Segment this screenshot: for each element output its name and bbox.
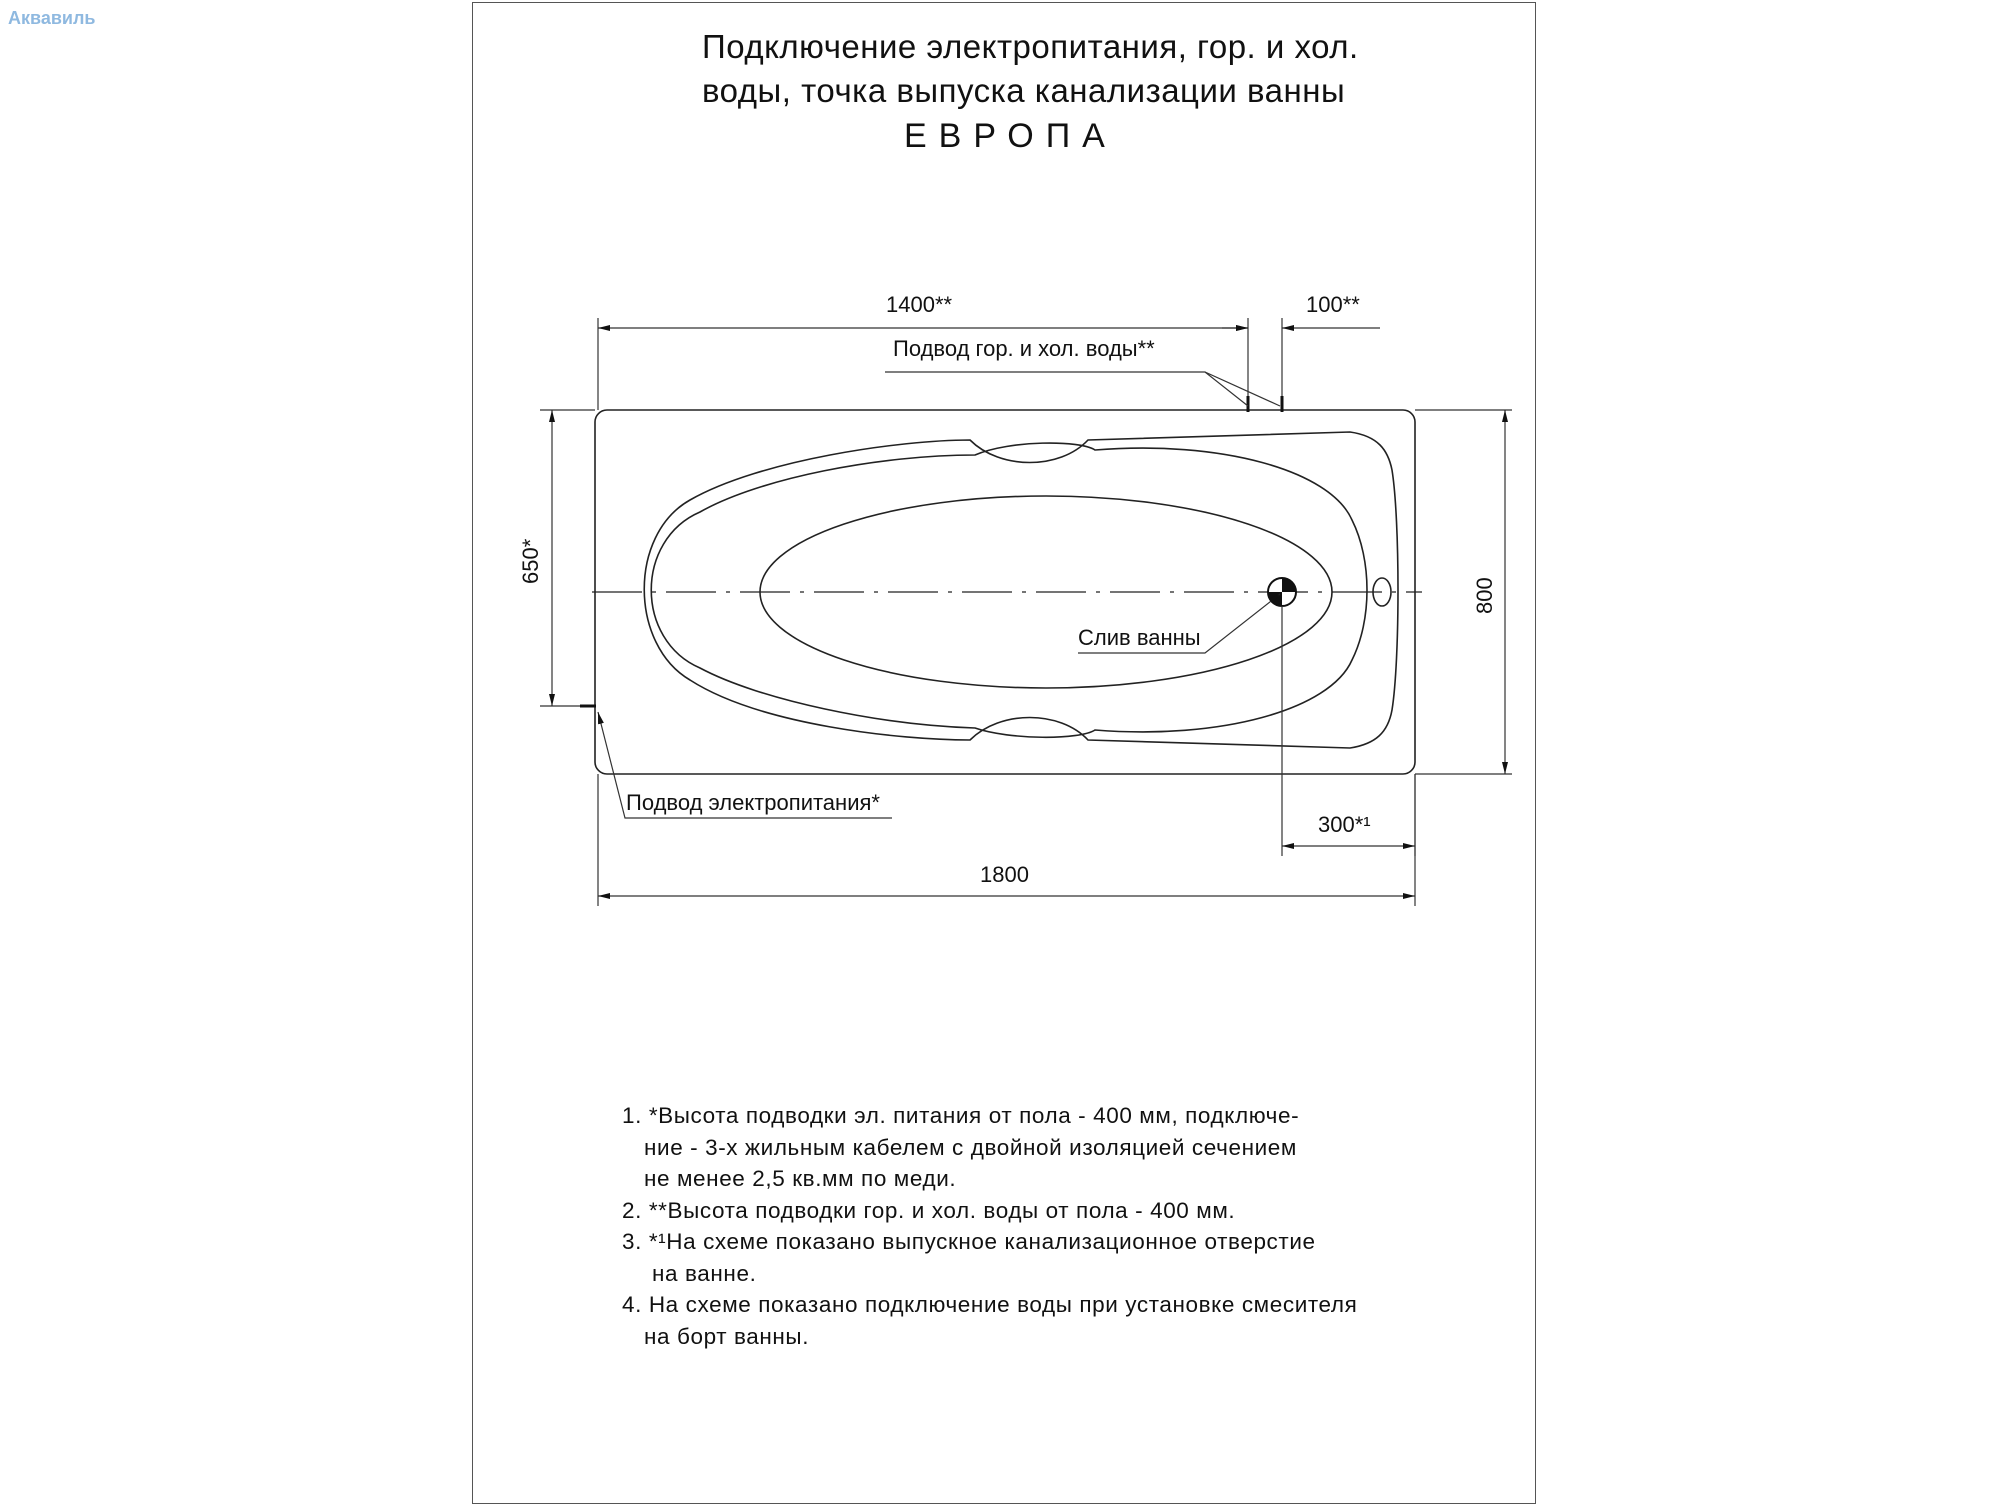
note-4-line-2: на борт ванны. xyxy=(644,1323,810,1349)
dim-300-label: 300*¹ xyxy=(1318,812,1371,837)
water-leader xyxy=(885,372,1248,406)
note-1-line-1: 1. *Высота подводки эл. питания от пола - 400 мм, подключе- xyxy=(622,1103,1300,1128)
note-2: 2. **Высота подводки гор. и хол. воды от пола - 400 мм. xyxy=(622,1197,1236,1223)
note-3-line-1: 3. *¹На схеме показано выпускное канализационное отверстие xyxy=(622,1229,1316,1254)
note-1-line-2: ние - 3-х жильным кабелем с двойной изоляцией сечением xyxy=(644,1134,1297,1160)
dim-650-label: 650* xyxy=(518,538,543,584)
title-line-1: Подключение электропитания, гор. и хол. xyxy=(702,28,1359,65)
dim-100-label: 100** xyxy=(1306,292,1360,317)
dim-1400-label: 1400** xyxy=(886,292,953,317)
brand-watermark: Аквавиль xyxy=(8,8,96,28)
power-supply-label: Подвод электропитания* xyxy=(626,790,880,815)
dim-800-label: 800 xyxy=(1472,577,1497,614)
note-1-line-3: не менее 2,5 кв.мм по меди. xyxy=(644,1166,957,1191)
title-line-2: воды, точка выпуска канализации ванны xyxy=(702,72,1346,109)
note-4-line-1: 4. На схеме показано подключение воды при установке смесителя xyxy=(622,1292,1358,1317)
tub-inner-shell xyxy=(651,443,1367,737)
drain-label: Слив ванны xyxy=(1078,625,1201,650)
drain-icon xyxy=(1268,578,1296,606)
title-model-name: ЕВРОПА xyxy=(904,117,1117,155)
water-supply-label: Подвод гор. и хол. воды** xyxy=(893,336,1155,361)
dim-1800-label: 1800 xyxy=(980,862,1029,887)
note-3-line-2: на ванне. xyxy=(652,1260,757,1286)
notes-list xyxy=(622,1100,1357,1352)
